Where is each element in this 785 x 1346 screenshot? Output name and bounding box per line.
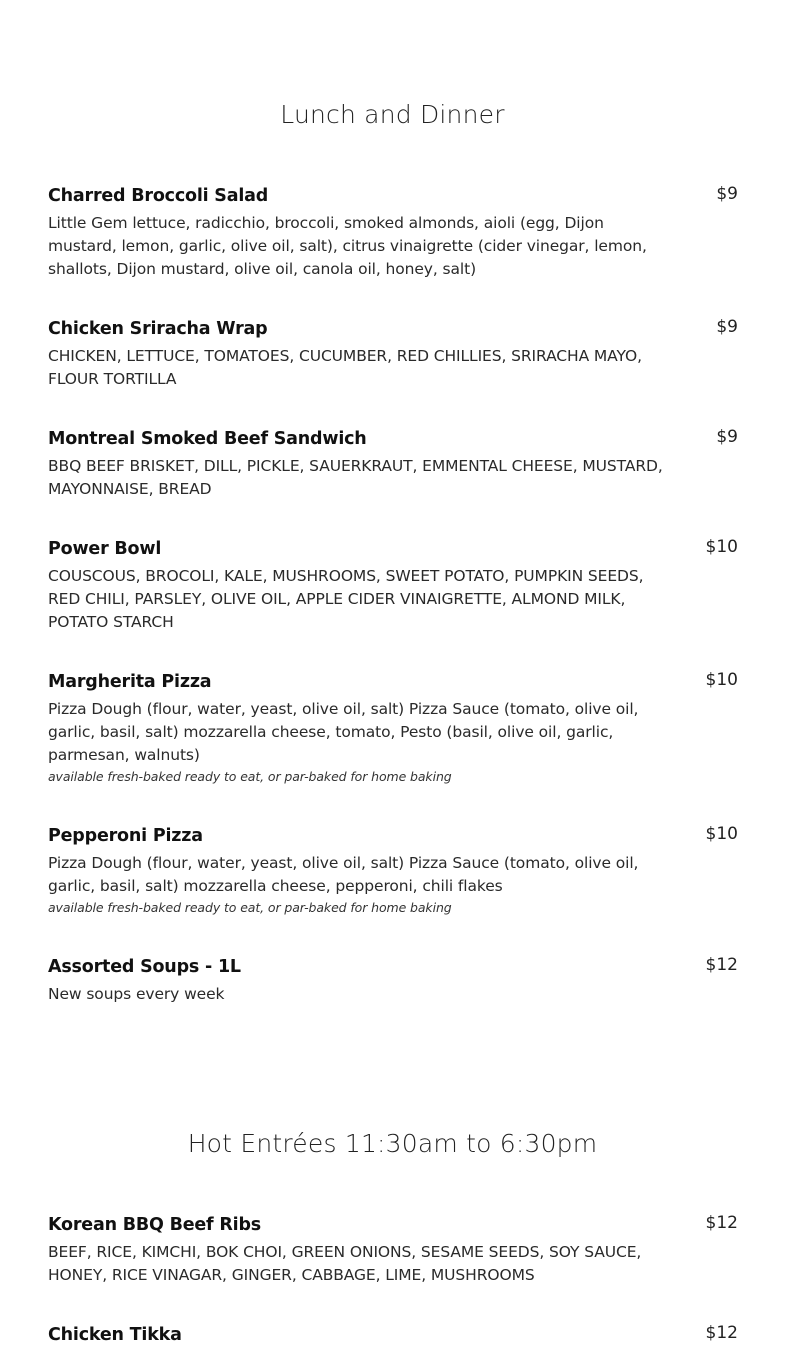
menu-item	[48, 428, 738, 501]
item-price: $10	[705, 824, 738, 844]
item-price: $9	[716, 184, 738, 204]
item-description: CHICKEN, LETTUCE, TOMATOES, CUCUMBER, RED CHILLIES, SRIRACHA MAYO, FLOUR TORTILLA	[48, 347, 642, 388]
item-price: $9	[716, 317, 738, 337]
menu-item	[48, 1214, 738, 1287]
item-price: $12	[705, 1323, 738, 1343]
item-name: Montreal Smoked Beef Sandwich	[48, 429, 367, 449]
item-description: COUSCOUS, BROCOLI, KALE, MUSHROOMS, SWEET POTATO, PUMPKIN SEEDS, RED CHILI, PARSLEY, OLIVE OIL, APPLE CIDER VINAIGRETTE, ALMOND MILK, POTATO STARCH	[48, 567, 644, 631]
item-price: $12	[705, 1213, 738, 1233]
item-description: Pizza Dough (flour, water, yeast, olive oil, salt) Pizza Sauce (tomato, olive oil, garlic, basil, salt) mozzarella cheese, pepperoni, chili flakes	[48, 854, 639, 895]
lunch-dinner-section	[0, 100, 785, 129]
section-title: Hot Entrées 11:30am to 6:30pm	[187, 1129, 598, 1158]
item-note: available fresh-baked ready to eat, or par-baked for home baking	[48, 769, 452, 784]
item-price: $12	[705, 955, 738, 975]
item-name: Charred Broccoli Salad	[48, 186, 269, 206]
item-name: Assorted Soups - 1L	[48, 957, 241, 977]
item-name: Korean BBQ Beef Ribs	[48, 1215, 261, 1235]
section-title: Lunch and Dinner	[280, 100, 505, 129]
menu-item	[48, 538, 738, 634]
item-price: $9	[716, 427, 738, 447]
menu-item	[48, 825, 738, 917]
menu-item	[48, 1324, 738, 1346]
item-description: BBQ BEEF BRISKET, DILL, PICKLE, SAUERKRAUT, EMMENTAL CHEESE, MUSTARD, MAYONNAISE, BREAD	[48, 457, 663, 498]
item-note: available fresh-baked ready to eat, or par-baked for home baking	[48, 900, 452, 915]
hot-entrees-section	[0, 1129, 785, 1158]
item-description: BEEF, RICE, KIMCHI, BOK CHOI, GREEN ONIONS, SESAME SEEDS, SOY SAUCE, HONEY, RICE VINAGAR, GINGER, CABBAGE, LIME, MUSHROOMS	[48, 1243, 642, 1284]
menu-item	[48, 671, 738, 786]
menu-item	[48, 956, 738, 1006]
menu-item	[48, 185, 738, 281]
item-description: New soups every week	[48, 985, 225, 1003]
menu-item	[48, 318, 738, 391]
item-description: Pizza Dough (flour, water, yeast, olive oil, salt) Pizza Sauce (tomato, olive oil, garlic, basil, salt) mozzarella cheese, tomato, Pesto (basil, olive oil, garlic, parmesan, walnuts)	[48, 700, 639, 764]
item-price: $10	[705, 537, 738, 557]
item-price: $10	[705, 670, 738, 690]
item-name: Chicken Tikka	[48, 1325, 182, 1345]
item-name: Margherita Pizza	[48, 672, 212, 692]
item-name: Pepperoni Pizza	[48, 826, 203, 846]
item-name: Chicken Sriracha Wrap	[48, 319, 268, 339]
item-description: Little Gem lettuce, radicchio, broccoli, smoked almonds, aioli (egg, Dijon mustard, lemon, garlic, olive oil, salt), citrus vinaigrette (cider vinegar, lemon, shallots, Dijon mustard, olive oil, canola oil, honey, salt)	[48, 214, 647, 278]
item-name: Power Bowl	[48, 539, 162, 559]
